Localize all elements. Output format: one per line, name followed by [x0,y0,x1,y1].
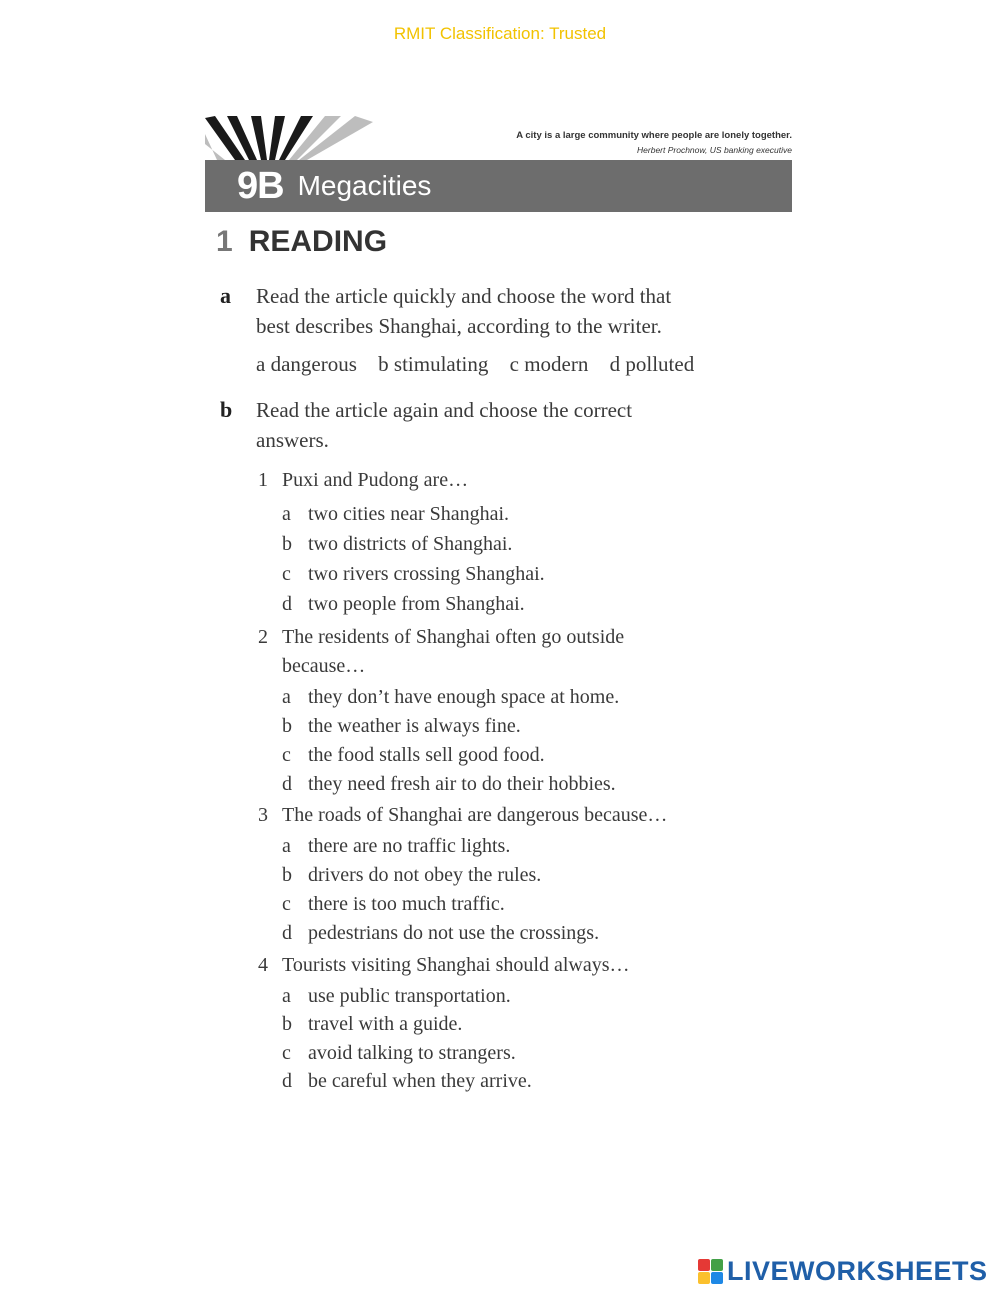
answer-text: drivers do not obey the rules. [308,864,542,886]
part-b-label: b [220,397,233,422]
answer-text: two districts of Shanghai. [308,533,513,555]
option-b[interactable]: b stimulating [378,352,489,376]
section-heading [216,225,387,259]
question-text [282,623,712,681]
answer-letter: a [282,835,291,857]
answer-option[interactable] [282,683,619,712]
logo-square [698,1272,710,1284]
liveworksheets-icon [698,1259,723,1284]
answer-text: be careful when they arrive. [308,1070,532,1092]
answer-text: pedestrians do not use the crossings. [308,922,600,944]
answer-option[interactable] [282,590,525,619]
answer-letter: a [282,985,291,1007]
unit-banner [205,116,792,214]
question-number: 3 [258,804,268,826]
question-text: Tourists visiting Shanghai should always… [282,954,630,976]
section-title: READING [248,225,388,258]
part-a-instruction-line: Read the article quickly and choose the word that [256,284,672,308]
quote-block [516,130,792,155]
logo-square [711,1259,723,1271]
part-a-instruction [256,281,816,341]
answer-option[interactable] [282,919,599,948]
answer-letter: b [282,715,292,737]
quote-attribution: Herbert Prochnow, US banking executive [637,145,792,155]
answer-option[interactable] [282,770,616,799]
question-text-line: because… [282,655,366,677]
answer-option[interactable] [282,500,509,529]
answer-text: the weather is always fine. [308,715,521,737]
question-number: 2 [258,626,268,648]
answer-letter: b [282,864,292,886]
answer-letter: c [282,744,291,766]
question-number: 1 [258,469,268,491]
liveworksheets-logo [698,1256,988,1287]
section-number: 1 [216,225,233,258]
answer-text: two people from Shanghai. [308,593,525,615]
classification-label: RMIT Classification: Trusted [393,24,607,43]
logo-text: LIVEWORKSHEETS [727,1256,988,1286]
logo-square [698,1259,710,1271]
answer-text: they don’t have enough space at home. [308,686,620,708]
question-text: The roads of Shanghai are dangerous because… [282,804,668,826]
answer-letter: c [282,893,291,915]
quote-text: A city is a large community where people are lonely together. [516,130,792,141]
answer-text: two rivers crossing Shanghai. [308,563,545,585]
answer-text: travel with a guide. [308,1013,463,1035]
option-c[interactable]: c modern [509,352,589,376]
unit-code: 9B [237,164,284,207]
answer-text: they need fresh air to do their hobbies. [308,773,616,795]
answer-option[interactable] [282,1067,532,1096]
answer-letter: a [282,686,291,708]
answer-letter: c [282,1042,291,1064]
answer-option[interactable] [282,1010,462,1039]
answer-letter: b [282,1013,292,1035]
answer-text: there is too much traffic. [308,893,505,915]
answer-letter: d [282,1070,292,1092]
answer-text: use public transportation. [308,985,511,1007]
part-a-label: a [220,283,231,308]
answer-option[interactable] [282,890,505,919]
part-b-instruction [256,395,816,455]
answer-letter: c [282,563,291,585]
answer-option[interactable] [282,832,510,861]
answer-text: the food stalls sell good food. [308,744,545,766]
part-a-instruction-line: best describes Shanghai, according to the writer. [256,314,662,338]
unit-title: Megacities [297,170,432,201]
answer-text: there are no traffic lights. [308,835,511,857]
part-b-instruction-line: Read the article again and choose the correct [256,398,633,422]
answer-letter: b [282,533,292,555]
part-a-options [256,352,710,377]
answer-option[interactable] [282,982,511,1011]
question-number: 4 [258,954,268,976]
answer-text: two cities near Shanghai. [308,503,510,525]
question-text: Puxi and Pudong are… [282,469,469,491]
answer-option[interactable] [282,530,512,559]
unit-title-band [205,160,792,212]
option-d[interactable]: d polluted [609,352,695,376]
answer-option[interactable] [282,861,541,890]
logo-square [711,1272,723,1284]
answer-letter: a [282,503,291,525]
part-b-instruction-line: answers. [256,428,329,452]
answer-option[interactable] [282,712,521,741]
answer-letter: d [282,922,292,944]
answer-option[interactable] [282,1039,516,1068]
answer-option[interactable] [282,560,545,589]
answer-letter: d [282,773,292,795]
answer-letter: d [282,593,292,615]
question-text-line: The residents of Shanghai often go outside [282,626,625,648]
answer-text: avoid talking to strangers. [308,1042,516,1064]
answer-option[interactable] [282,741,545,770]
option-a[interactable]: a dangerous [256,352,357,376]
